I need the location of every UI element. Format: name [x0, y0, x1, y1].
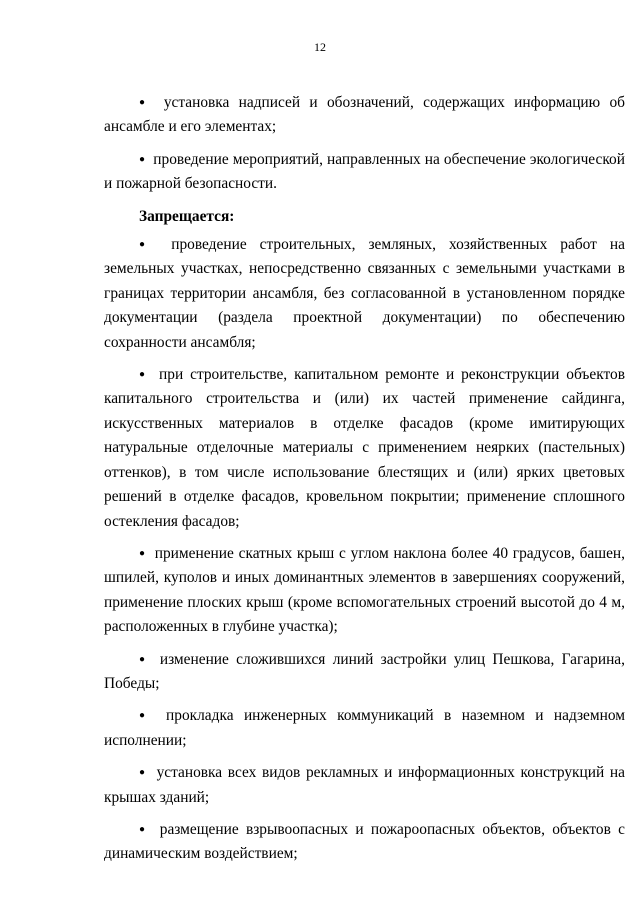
paragraph-text: проведение мероприятий, направленных на обеспечение экологической и пожарной безопасности.	[104, 150, 625, 193]
paragraph-text: размещение взрывоопасных и пожароопасных объектов, объектов с динамическим воздействием;	[104, 820, 625, 863]
bullet-icon: ●	[139, 369, 149, 381]
prohibition-item-7	[104, 818, 625, 867]
prohibition-item-4	[104, 648, 625, 697]
bullet-icon: ●	[139, 239, 155, 251]
paragraph-text: установка всех видов рекламных и информационных конструкций на крышах зданий;	[104, 764, 625, 806]
prohibition-item-5	[104, 704, 625, 753]
bullet-icon: ●	[139, 153, 146, 165]
bullet-icon: ●	[139, 823, 149, 835]
document-body	[104, 91, 625, 875]
section-heading: Запрещается:	[139, 207, 235, 225]
paragraph-text: проведение строительных, земляных, хозяйственных работ на земельных участках, непосредственно связанных с земельными участками в границах территории ансамбля, без согласованной в установленном порядке документации (раздела проектной документации) по обеспечению сохранности ансамбля;	[104, 236, 625, 351]
paragraph-text: изменение сложившихся линий застройки улиц Пешкова, Гагарина, Победы;	[104, 650, 625, 692]
page-number: 12	[314, 40, 326, 54]
paragraph-text: при строительстве, капитальном ремонте и реконструкции объектов капитального строительства и (или) их частей применение сайдинга, искусственных материалов в отделке фасадов (кроме имитирующих натуральные отделочные материалы с применением неярких (пастельных) оттенков), в том числе использование блестящих и (или) ярких цветовых решений в отделке фасадов, кровельном покрытии; применение сплошного остекления фасадов;	[104, 366, 625, 530]
bullet-icon: ●	[139, 653, 149, 665]
prohibition-item-2	[104, 363, 625, 534]
paragraph-text: установка надписей и обозначений, содержащих информацию об ансамбле и его элементах;	[104, 94, 625, 136]
paragraph-before-heading-2	[104, 148, 625, 197]
paragraph-text: прокладка инженерных коммуникаций в наземном и надземном исполнении;	[104, 707, 625, 749]
bullet-icon: ●	[139, 97, 151, 108]
paragraph-before-heading-1	[104, 91, 625, 140]
prohibition-item-6	[104, 761, 625, 810]
prohibition-item-1	[104, 233, 625, 355]
paragraph-text: применение скатных крыш с углом наклона более 40 градусов, башен, шпилей, куполов и иных доминантных элементов в завершениях сооружений, применение плоских крыш (кроме вспомогательных строений высотой до 4 м, расположенных в глубине участка);	[104, 544, 625, 636]
bullet-icon: ●	[139, 547, 146, 559]
prohibition-item-3	[104, 542, 625, 640]
bullet-icon: ●	[139, 710, 152, 722]
bullet-icon: ●	[139, 767, 147, 779]
